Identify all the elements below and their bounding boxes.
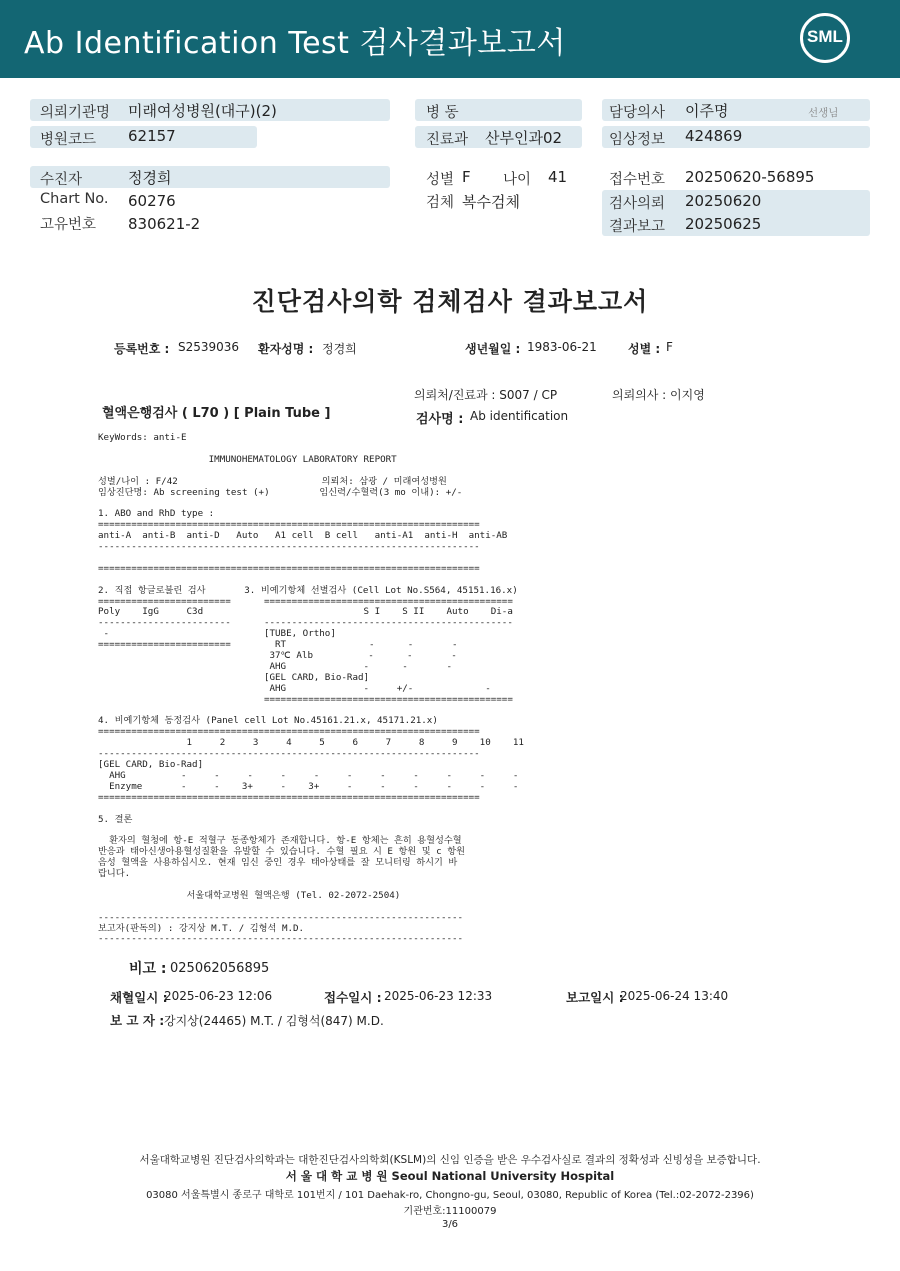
note-value: 025062056895 xyxy=(170,961,270,976)
footer-institution-code: 기관번호:11100079 xyxy=(403,1206,497,1217)
lab-report-line: 1 2 3 4 5 6 7 8 9 10 11 xyxy=(98,737,524,749)
clinical-label: 임상정보 xyxy=(609,132,666,148)
doctor-suffix: 선생님 xyxy=(808,107,839,119)
footer-hospital-name: 서 울 대 학 교 병 원 Seoul National University Hospital xyxy=(285,1169,615,1183)
lab-report-line: AHG - +/- - xyxy=(98,682,491,694)
test-name-label: 검사명 : xyxy=(416,412,464,427)
doctor-label: 담당의사 xyxy=(609,105,666,121)
sex-label: 성별 xyxy=(426,172,455,188)
doctor-value: 이주명 xyxy=(685,102,729,120)
receipt-label: 접수번호 xyxy=(609,172,666,188)
report-date-value: 2025-06-24 13:40 xyxy=(620,989,729,1003)
report-date-label: 보고일시 : xyxy=(566,990,624,1005)
hospital-code-value: 62157 xyxy=(128,127,176,145)
lab-report-line: Poly IgG C3d S I S II Auto Di-a xyxy=(98,606,513,618)
lab-report-line: AHG - - - - - - - - - - - xyxy=(98,769,519,781)
lab-report-line: - [TUBE, Ortho] xyxy=(98,628,336,640)
lab-report-line: ------------------------ --------------------------------------------- xyxy=(98,617,513,629)
birth-label: 생년월일 : xyxy=(465,342,521,356)
report-label: 결과보고 xyxy=(609,219,666,235)
receipt-value: 20250620-56895 xyxy=(685,168,815,186)
collect-value: 2025-06-23 12:06 xyxy=(164,989,273,1003)
lab-report-line: 5. 결론 xyxy=(98,813,133,825)
lab-report-line: IMMUNOHEMATOLOGY LABORATORY REPORT xyxy=(98,453,397,465)
report-sex-value: F xyxy=(666,340,673,354)
lab-report-line: anti-A anti-B anti-D Auto A1 cell B cell anti-A1 anti-H anti-AB xyxy=(98,530,508,542)
dept-value: 산부인과02 xyxy=(485,129,563,147)
reg-no-label: 등록번호 : xyxy=(114,342,170,356)
birth-value: 1983-06-21 xyxy=(527,340,597,354)
collect-label: 채혈일시 : xyxy=(110,990,168,1005)
dept-text: 의뢰처/진료과 : S007 / CP xyxy=(414,388,558,402)
lab-report-line: 보고자(판독의) : 강지상 M.T. / 김형석 M.D. xyxy=(98,922,305,934)
lab-report-line: 임상진단명: Ab screening test (+) 임신력/수혈력(3 mo 이내): +/- xyxy=(98,486,463,498)
lab-report-line: 반응과 태아신생아용혈성질환을 유발할 수 있습니다. 수혈 필요 시 E 항원 및 c 항원 xyxy=(98,846,465,858)
lab-report-line: 37℃ Alb - - - xyxy=(98,650,457,661)
reg-no-value: S2539036 xyxy=(178,340,240,354)
test-title: 혈액은행검사 ( L70 ) [ Plain Tube ] xyxy=(102,406,331,421)
lab-report-line: ------------------------------------------------------------------ xyxy=(98,933,464,945)
patient-label: 수진자 xyxy=(40,172,83,188)
report-title: 진단검사의학 검체검사 결과보고서 xyxy=(251,287,649,316)
lab-report-line: --------------------------------------------------------------------- xyxy=(98,541,480,552)
header-banner xyxy=(0,0,900,78)
test-name-value: Ab identification xyxy=(470,409,569,423)
lab-report-block xyxy=(98,432,568,945)
lab-report-line: 2. 직접 항글로불린 검사 3. 비예기항체 선별검사 (Cell Lot No.S564, 45151.16.x) xyxy=(98,584,518,596)
patient-row xyxy=(30,166,390,188)
lab-report-line: [GEL CARD, Bio-Rad] xyxy=(98,759,204,770)
lab-report-line: ======================== ============================================= xyxy=(98,595,513,607)
reporter-label: 보 고 자 : xyxy=(110,1013,165,1028)
lab-report-line: AHG - - - xyxy=(98,660,453,672)
requesting-doctor: 의뢰의사 : 이지영 xyxy=(612,388,705,402)
report-value: 20250625 xyxy=(685,215,762,233)
institution-value: 미래여성병원(대구)(2) xyxy=(128,102,277,120)
lab-report-line: Enzyme - - 3+ - 3+ - - - - - - xyxy=(98,780,519,792)
lab-report-line: [GEL CARD, Bio-Rad] xyxy=(98,671,370,683)
lab-report-line: 랍니다. xyxy=(98,868,131,879)
unique-no-value: 830621-2 xyxy=(128,215,201,233)
sml-logo xyxy=(800,13,850,63)
logo-text: SML xyxy=(807,27,843,46)
lab-report-line: --------------------------------------------------------------------- xyxy=(98,748,480,760)
age-label: 나이 xyxy=(503,172,532,188)
age-value: 41 xyxy=(548,168,568,186)
lab-report-line: ===================================================================== xyxy=(98,726,480,738)
lab-report-line: 1. ABO and RhD type : xyxy=(98,508,215,520)
report-sex-label: 성별 : xyxy=(628,342,661,356)
lab-report-line: ===================================================================== xyxy=(98,791,480,803)
lab-report-line: 음성 혈액을 사용하십시오. 현재 임신 중인 경우 태아상태를 잘 모니터링 하시기 바 xyxy=(98,857,458,869)
chart-no-value: 60276 xyxy=(128,192,176,210)
request-value: 20250620 xyxy=(685,192,762,210)
institution-label: 의뢰기관명 xyxy=(40,105,111,121)
receive-label: 접수일시 : xyxy=(324,990,382,1005)
lab-report-line: ======================== RT - - - xyxy=(98,639,458,651)
lab-report-line: ============================================= xyxy=(98,693,513,705)
note-label: 비고 : xyxy=(129,961,167,977)
specimen-value: 복수검체 xyxy=(462,193,520,211)
patient-name-label: 환자성명 : xyxy=(258,342,314,356)
lab-report-line: 4. 비예기항체 동정검사 (Panel cell Lot No.45161.21.x, 45171.21.x) xyxy=(98,715,438,727)
lab-report-line: ===================================================================== xyxy=(98,519,480,531)
lab-report-line: ------------------------------------------------------------------ xyxy=(98,911,464,923)
chart-no-label: Chart No. xyxy=(40,191,109,207)
request-label: 검사의뢰 xyxy=(609,196,666,212)
reporter-value: 강지상(24465) M.T. / 김형석(847) M.D. xyxy=(164,1014,384,1028)
unique-no-label: 고유번호 xyxy=(40,217,97,233)
specimen-label: 검체 xyxy=(426,195,455,211)
page-title: Ab Identification Test 검사결과보고서 xyxy=(24,26,566,61)
lab-report-line: 환자의 혈청에 항-E 적혈구 동종항체가 존재합니다. 항-E 항체는 흔히 용혈성수혈 xyxy=(98,835,462,847)
patient-name-value: 정경희 xyxy=(322,342,357,356)
lab-report-line: 성별/나이 : F/42 의뢰처: 삼광 / 미래여성병원 xyxy=(98,475,447,487)
patient-value: 정경희 xyxy=(128,169,172,187)
hospital-code-label: 병원코드 xyxy=(40,132,97,148)
ward-label: 병 동 xyxy=(426,105,459,121)
lab-report-line: ===================================================================== xyxy=(98,562,480,574)
page-number: 3/6 xyxy=(441,1219,459,1230)
lab-report-line: KeyWords: anti-E xyxy=(98,432,187,443)
lab-report-line: 서울대학교병원 혈액은행 (Tel. 02-2072-2504) xyxy=(98,889,401,901)
footer-address: 03080 서울특별시 종로구 대학로 101번지 / 101 Daehak-ro, Chongno-gu, Seoul, 03080, Republic of Korea (Tel.:02-2072-2396) xyxy=(146,1190,754,1201)
sex-value: F xyxy=(462,168,471,186)
receive-value: 2025-06-23 12:33 xyxy=(384,989,493,1003)
clinical-value: 424869 xyxy=(685,127,743,145)
dept-label: 진료과 xyxy=(426,132,469,148)
footer-certification: 서울대학교병원 진단검사의학과는 대한진단검사의학회(KSLM)의 신임 인증을 받은 우수검사실로 결과의 정확성과 신빙성을 보증합니다. xyxy=(139,1154,761,1166)
